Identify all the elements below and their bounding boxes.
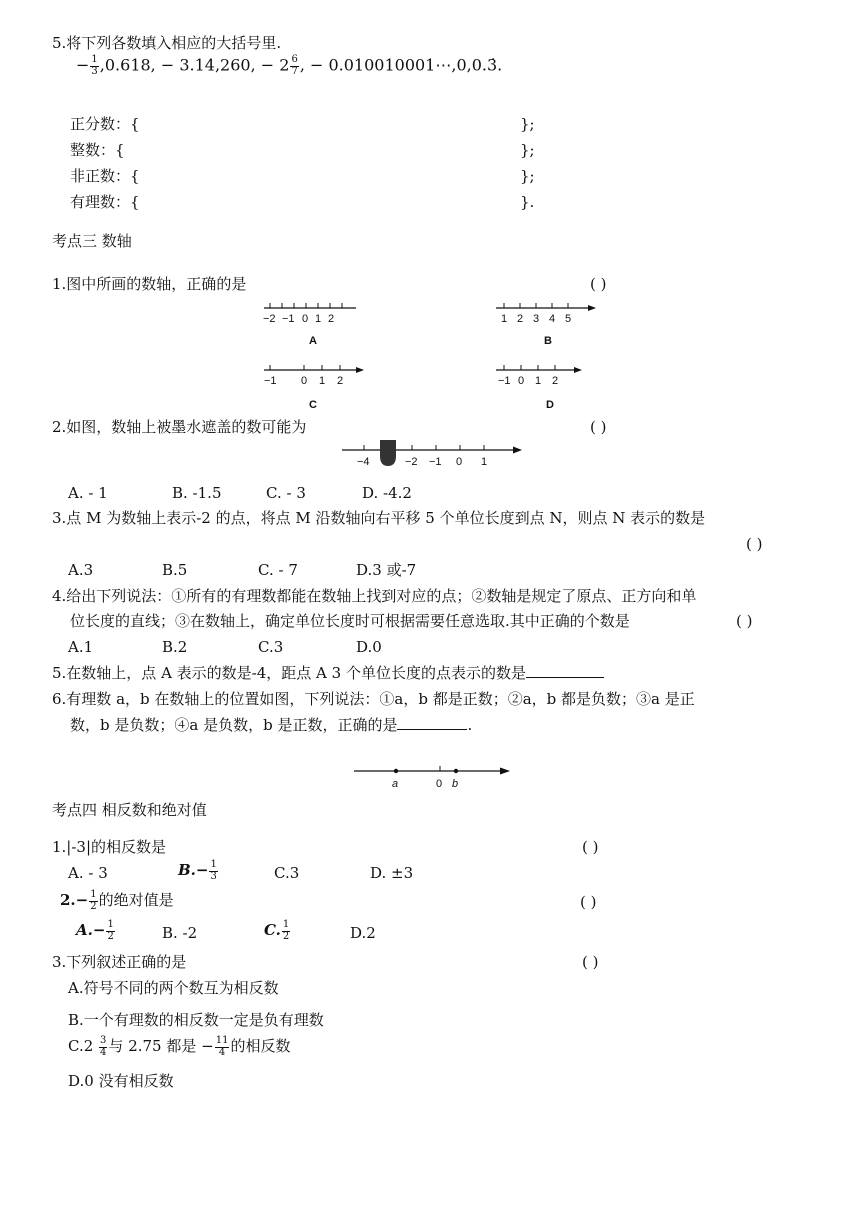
- figure-a-number-line: [258, 298, 368, 350]
- tick-label: −2: [405, 456, 418, 468]
- answer-blank[interactable]: [526, 677, 604, 678]
- s4-q2-option-c[interactable]: C. $\frac{1}{2}$: [264, 919, 290, 942]
- s3-q1-stem: 1.图中所画的数轴，正确的是: [52, 275, 247, 293]
- number-list-middle: ,0.618, − 3.14,260, − 2: [99, 55, 290, 75]
- row-rationals-label: 有理数：{: [70, 193, 140, 211]
- tick-label: −1: [429, 456, 442, 468]
- point-a: [394, 769, 398, 773]
- s3-q4-option-d[interactable]: D.0: [356, 638, 382, 656]
- label-a: a: [392, 778, 399, 790]
- s4-q1-option-d[interactable]: D. ±3: [370, 864, 414, 882]
- label-b: b: [452, 778, 459, 790]
- s4-q2-stem: 2.− $\frac{1}{2}$ 的绝对值是: [60, 889, 174, 912]
- fraction: $\frac{11}{4}$: [215, 1035, 229, 1058]
- tick-label: 1: [501, 313, 508, 325]
- q5-number-list: [76, 55, 502, 77]
- s3-q3-option-d[interactable]: D.3 或-7: [356, 561, 417, 579]
- s3-q4-option-a[interactable]: A.1: [68, 638, 94, 656]
- tick-label: 2: [552, 375, 559, 387]
- answer-blank[interactable]: [397, 729, 467, 730]
- s4-q3-answer-paren[interactable]: ( ): [582, 953, 599, 971]
- s4-q2-option-a[interactable]: A.− $\frac{1}{2}$: [76, 919, 114, 942]
- figure-label: C: [309, 399, 317, 411]
- number-list-tail: , − 0.010010001⋯,0,0.3̇.: [299, 55, 503, 75]
- ab-number-line: [352, 762, 514, 794]
- figure-label: B: [544, 335, 552, 347]
- s3-q3-answer-paren[interactable]: ( ): [746, 535, 763, 553]
- tick-label: −4: [357, 456, 370, 468]
- tick-label: −1: [264, 375, 277, 387]
- tick-label: 4: [549, 313, 556, 325]
- s3-q2-stem: 2.如图，数轴上被墨水遮盖的数可能为: [52, 418, 307, 436]
- s3-q3-stem: 3.点 M 为数轴上表示-2 的点，将点 M 沿数轴向右平移 5 个单位长度到点 N，则点 N 表示的数是: [52, 509, 706, 527]
- tick-label: 1: [319, 375, 326, 387]
- tick-label: 0: [518, 375, 525, 387]
- figure-d-number-line: [492, 358, 602, 414]
- fraction: $\frac{1}{2}$: [282, 919, 290, 942]
- s4-q1-option-c[interactable]: C.3: [274, 864, 300, 882]
- label-zero: 0: [436, 778, 443, 790]
- s3-q4-answer-paren[interactable]: ( ): [736, 612, 753, 630]
- section-heading-opposites-abs: 考点四 相反数和绝对值: [52, 801, 207, 819]
- point-b: [454, 769, 458, 773]
- figure-c-number-line: [258, 358, 368, 414]
- s4-q2-option-b[interactable]: B. -2: [162, 924, 198, 942]
- tick-label: 2: [337, 375, 344, 387]
- row-non-positive-label: 非正数：{: [70, 167, 140, 185]
- fraction: $\frac{1}{3}$: [210, 859, 217, 882]
- figure-label: A: [309, 335, 317, 347]
- s3-q5-stem: 5.在数轴上，点 A 表示的数是-4，距点 A 3 个单位长度的点表示的数是: [52, 666, 604, 681]
- figure-label: D: [546, 399, 554, 411]
- s3-q3-option-a[interactable]: A.3: [68, 561, 94, 579]
- s3-q2-option-a[interactable]: A. - 1: [68, 484, 108, 502]
- tick-label: 2: [517, 313, 524, 325]
- ink-covered-number-line: [338, 436, 524, 472]
- s3-q4-line1: 4.给出下列说法：①所有的有理数都能在数轴上找到对应的点；②数轴是规定了原点、正方向和单: [52, 587, 697, 605]
- s4-q3-option-b[interactable]: B.一个有理数的相反数一定是负有理数: [68, 1011, 324, 1029]
- s3-q4-option-b[interactable]: B.2: [162, 638, 188, 656]
- tick-label: −1: [498, 375, 511, 387]
- tick-label: 0: [301, 375, 308, 387]
- s4-q1-option-b[interactable]: B.− $\frac{1}{3}$: [178, 859, 217, 882]
- tick-label: 0: [456, 456, 463, 468]
- s3-q4-line2: 位长度的直线；③在数轴上，确定单位长度时可根据需要任意选取.其中正确的个数是: [70, 612, 630, 630]
- s4-q1-stem: 1.|-3|的相反数是: [52, 838, 167, 856]
- fraction: $\frac{1}{2}$: [107, 919, 114, 942]
- tick-label: 1: [481, 456, 488, 468]
- tick-label: 2: [328, 313, 335, 325]
- row-rationals-close: }.: [520, 193, 535, 211]
- figure-b-number-line: [492, 298, 602, 350]
- tick-label: 0: [302, 313, 309, 325]
- s3-q2-option-d[interactable]: D. -4.2: [362, 484, 412, 502]
- neg-sign: −: [76, 55, 90, 75]
- fraction: $\frac{3}{4}$: [100, 1035, 107, 1058]
- s3-q4-option-c[interactable]: C.3: [258, 638, 284, 656]
- row-integers-label: 整数：{: [70, 141, 125, 159]
- tick-label: −2: [263, 313, 276, 325]
- s3-q3-option-b[interactable]: B.5: [162, 561, 188, 579]
- s4-q1-answer-paren[interactable]: ( ): [582, 838, 599, 856]
- s4-q3-stem: 3.下列叙述正确的是: [52, 953, 187, 971]
- tick-label: 1: [315, 313, 322, 325]
- fraction: $\frac{1}{2}$: [90, 889, 97, 912]
- row-integers-close: };: [520, 141, 535, 159]
- tick-label: 1: [535, 375, 542, 387]
- row-positive-fractions-close: };: [520, 115, 535, 133]
- s3-q1-answer-paren[interactable]: ( ): [590, 275, 607, 293]
- s3-q3-option-c[interactable]: C. - 7: [258, 561, 298, 579]
- fraction-one-third: $\frac{1}{3}$: [91, 54, 98, 77]
- s3-q2-option-b[interactable]: B. -1.5: [172, 484, 222, 502]
- row-non-positive-close: };: [520, 167, 535, 185]
- s3-q6-line2: 数，b 是负数；④a 是负数，b 是正数，正确的是 .: [70, 716, 473, 734]
- s3-q6-line1: 6.有理数 a，b 在数轴上的位置如图，下列说法：①a，b 都是正数；②a，b 都是负数；③a 是正: [52, 690, 695, 708]
- tick-label: −1: [282, 313, 295, 325]
- s4-q3-option-c[interactable]: C.2 $\frac{3}{4}$ 与 2.75 都是 − $\frac{11}{4}$ 的相反数: [68, 1035, 291, 1058]
- ink-blot: [380, 440, 396, 466]
- tick-label: 3: [533, 313, 540, 325]
- tick-label: 5: [565, 313, 572, 325]
- row-positive-fractions-label: 正分数：{: [70, 115, 140, 133]
- q5-title: 5.将下列各数填入相应的大括号里.: [52, 34, 282, 52]
- s4-q2-answer-paren[interactable]: ( ): [580, 893, 597, 911]
- s4-q1-option-a[interactable]: A. - 3: [68, 864, 108, 882]
- s3-q2-answer-paren[interactable]: ( ): [590, 418, 607, 436]
- section-heading-number-line: 考点三 数轴: [52, 232, 132, 250]
- fraction-six-sevenths: $\frac{6}{7}$: [291, 54, 298, 77]
- s4-q2-option-d[interactable]: D.2: [350, 924, 376, 942]
- s4-q3-option-a[interactable]: A.符号不同的两个数互为相反数: [68, 979, 279, 997]
- s3-q2-option-c[interactable]: C. - 3: [266, 484, 306, 502]
- s4-q3-option-d[interactable]: D.0 没有相反数: [68, 1072, 174, 1090]
